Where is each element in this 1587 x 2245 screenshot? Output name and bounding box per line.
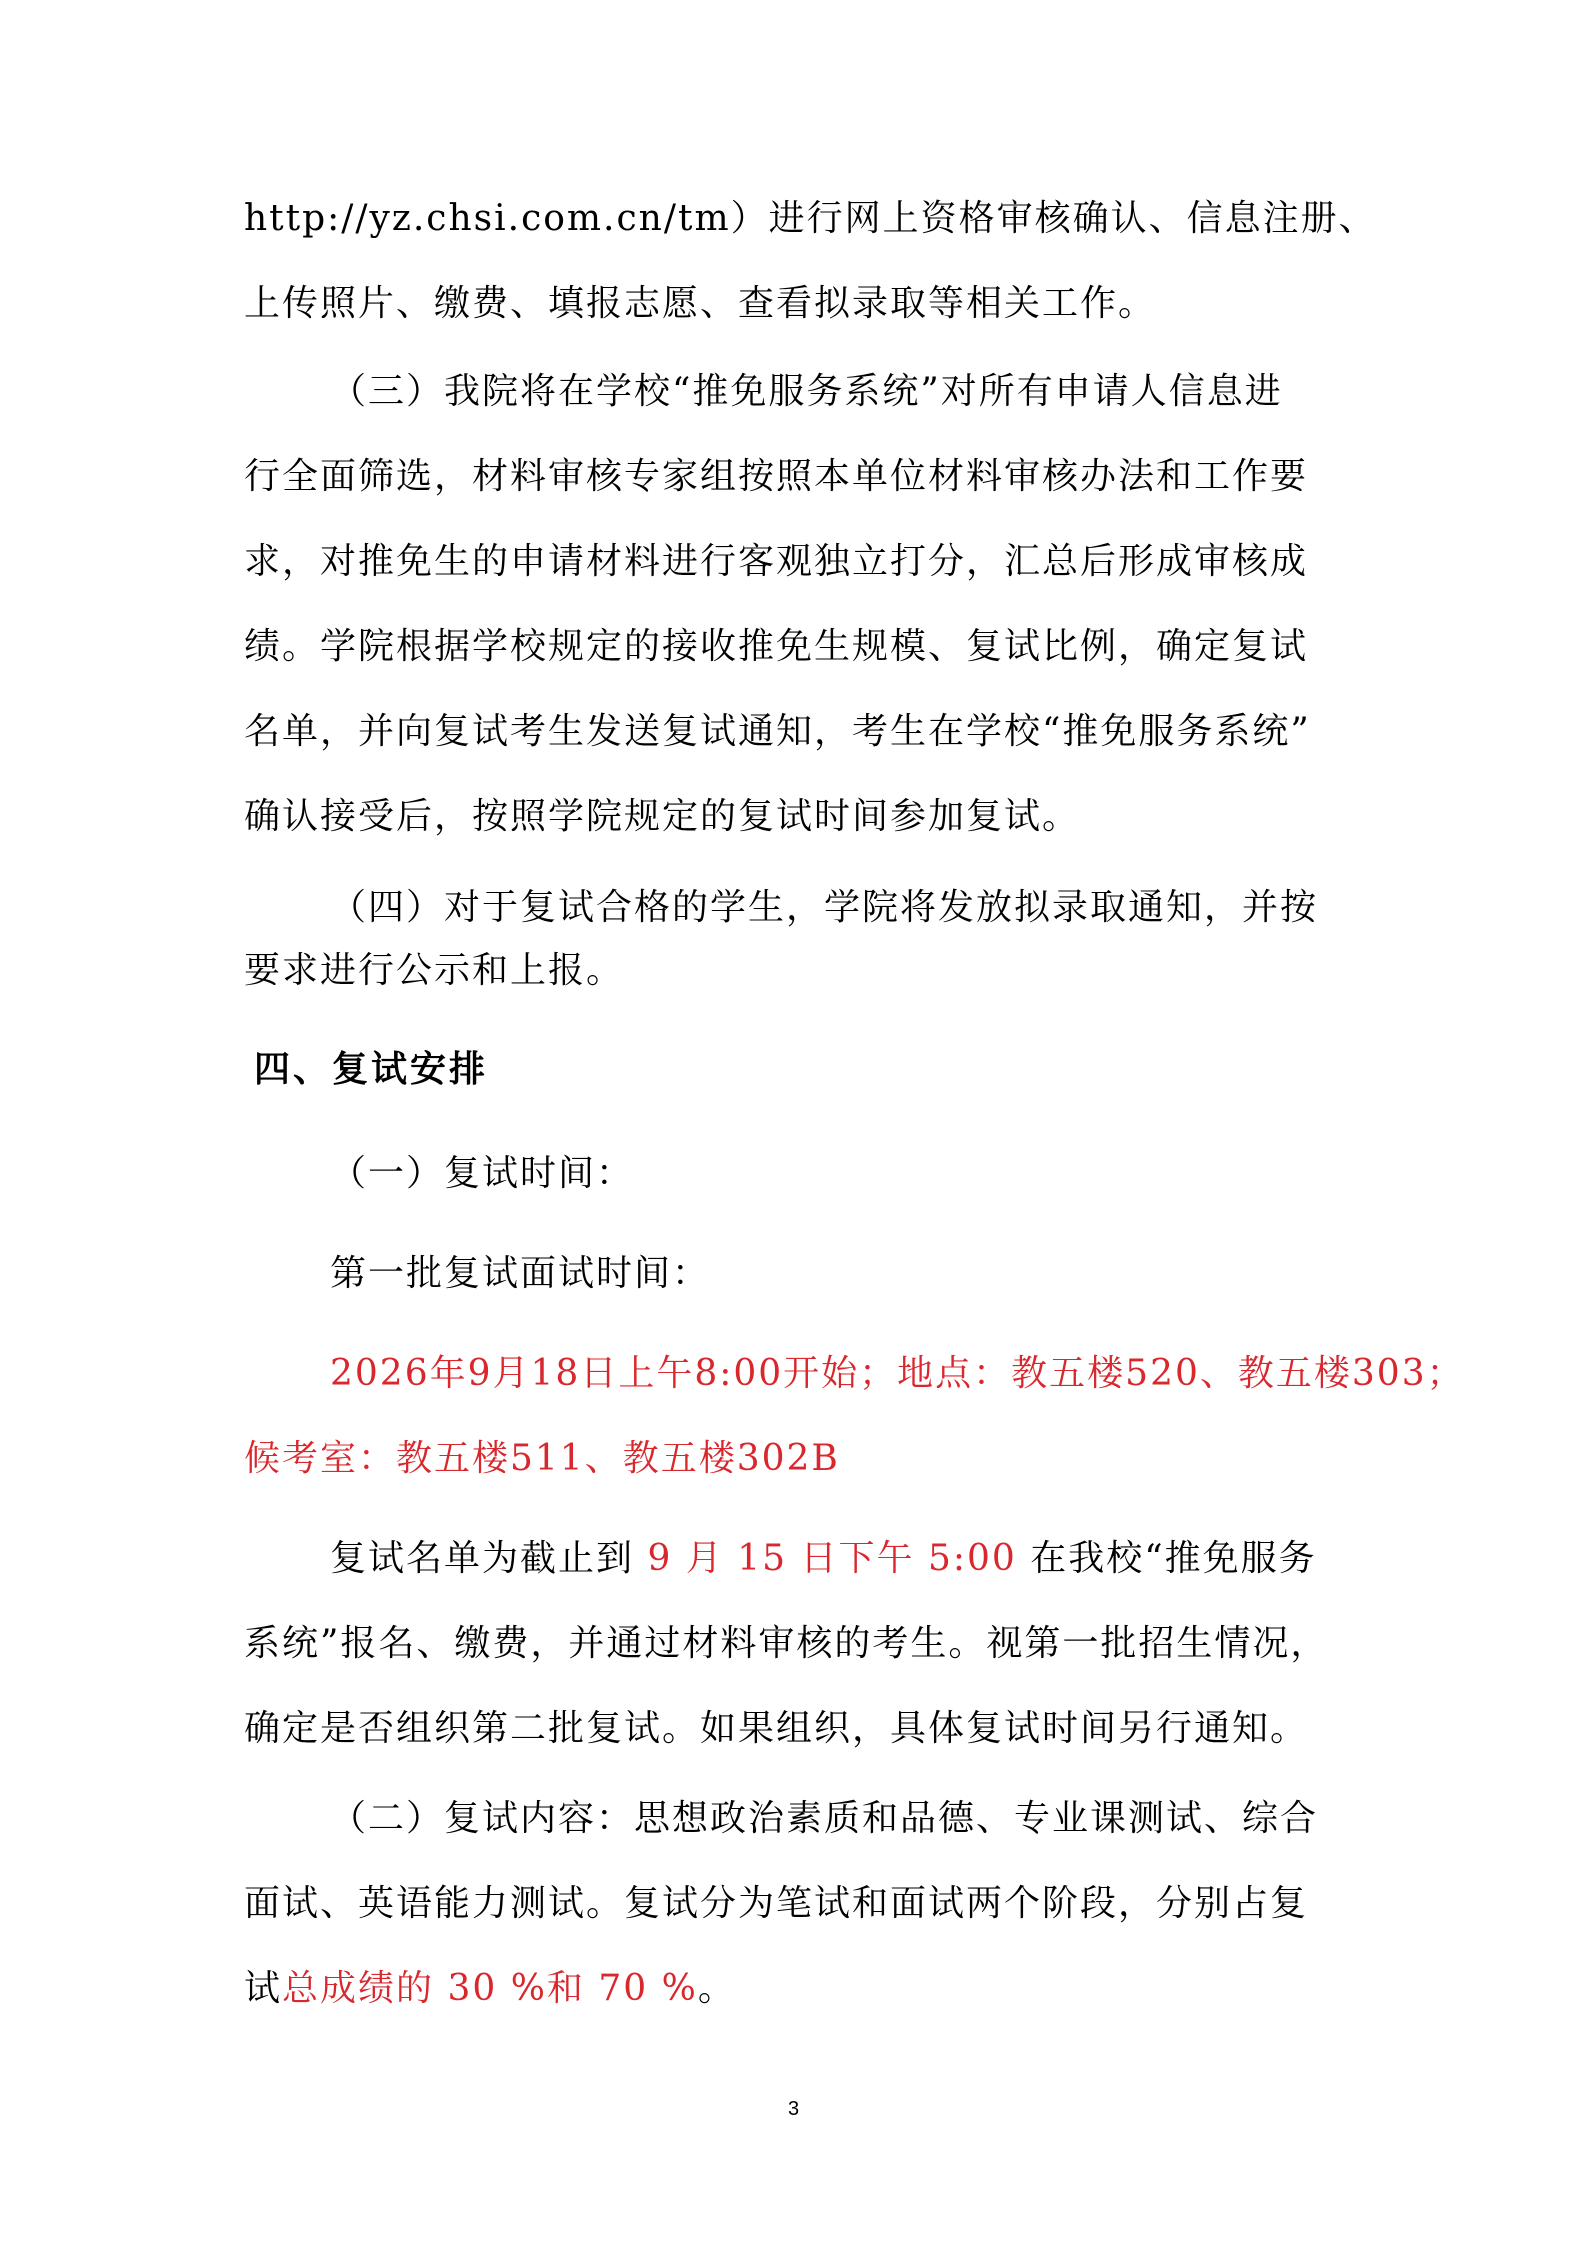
paragraph-2-line-1: （三）我院将在学校“推免服务系统”对所有申请人信息进 — [330, 371, 1283, 412]
paragraph-5-line-1: （二）复试内容：思想政治素质和品德、专业课测试、综合 — [330, 1798, 1319, 1839]
paragraph-4-line-1 — [330, 1535, 1317, 1583]
batch-1-schedule-line-1: 2026年9月18日上午8:00开始；地点：教五楼520、教五楼303； — [330, 1353, 1465, 1394]
score-prefix: 试 — [244, 1968, 283, 2009]
paragraph-2-line-6: 确认接受后，按照学院规定的复试时间参加复试。 — [244, 796, 1081, 837]
section-heading-4: 四、复试安排 — [254, 1049, 489, 1090]
deadline-date: 9 月 15 日下午 5:00 — [634, 1538, 1031, 1579]
deadline-prefix: 复试名单为截止到 — [330, 1538, 635, 1579]
paragraph-3-line-2: 要求进行公示和上报。 — [244, 950, 625, 991]
paragraph-1-line-1: http://yz.chsi.com.cn/tm）进行网上资格审核确认、信息注册、 — [244, 198, 1377, 239]
batch-1-schedule-line-2: 候考室：教五楼511、教五楼302B — [244, 1438, 840, 1479]
paragraph-4-line-2: 系统”报名、缴费，并通过材料审核的考生。视第一批招生情况， — [244, 1623, 1329, 1664]
paragraph-1-line-2: 上传照片、缴费、填报志愿、查看拟录取等相关工作。 — [244, 283, 1157, 324]
page-number: 3 — [787, 2098, 800, 2120]
batch-1-label: 第一批复试面试时间： — [330, 1253, 711, 1294]
paragraph-2-line-4: 绩。学院根据学校规定的接收推免生规模、复试比例，确定复试 — [244, 626, 1309, 667]
paragraph-2-line-3: 求，对推免生的申请材料进行客观独立打分，汇总后形成审核成 — [244, 541, 1309, 582]
paragraph-3-line-1: （四）对于复试合格的学生，学院将发放拟录取通知，并按 — [330, 887, 1319, 928]
paragraph-5-line-2: 面试、英语能力测试。复试分为笔试和面试两个阶段，分别占复 — [244, 1883, 1309, 1924]
score-suffix: 。 — [697, 1968, 736, 2009]
score-weights: 总成绩的 30 %和 70 % — [282, 1968, 698, 2009]
paragraph-2-line-5: 名单，并向复试考生发送复试通知，考生在学校“推免服务系统” — [244, 711, 1311, 752]
paragraph-4-line-3: 确定是否组织第二批复试。如果组织，具体复试时间另行通知。 — [244, 1708, 1309, 1749]
paragraph-5-line-3 — [244, 1965, 736, 2013]
subsection-time-title: （一）复试时间： — [330, 1153, 635, 1194]
paragraph-2-line-2: 行全面筛选，材料审核专家组按照本单位材料审核办法和工作要 — [244, 456, 1309, 497]
deadline-suffix: 在我校“推免服务 — [1030, 1538, 1317, 1579]
